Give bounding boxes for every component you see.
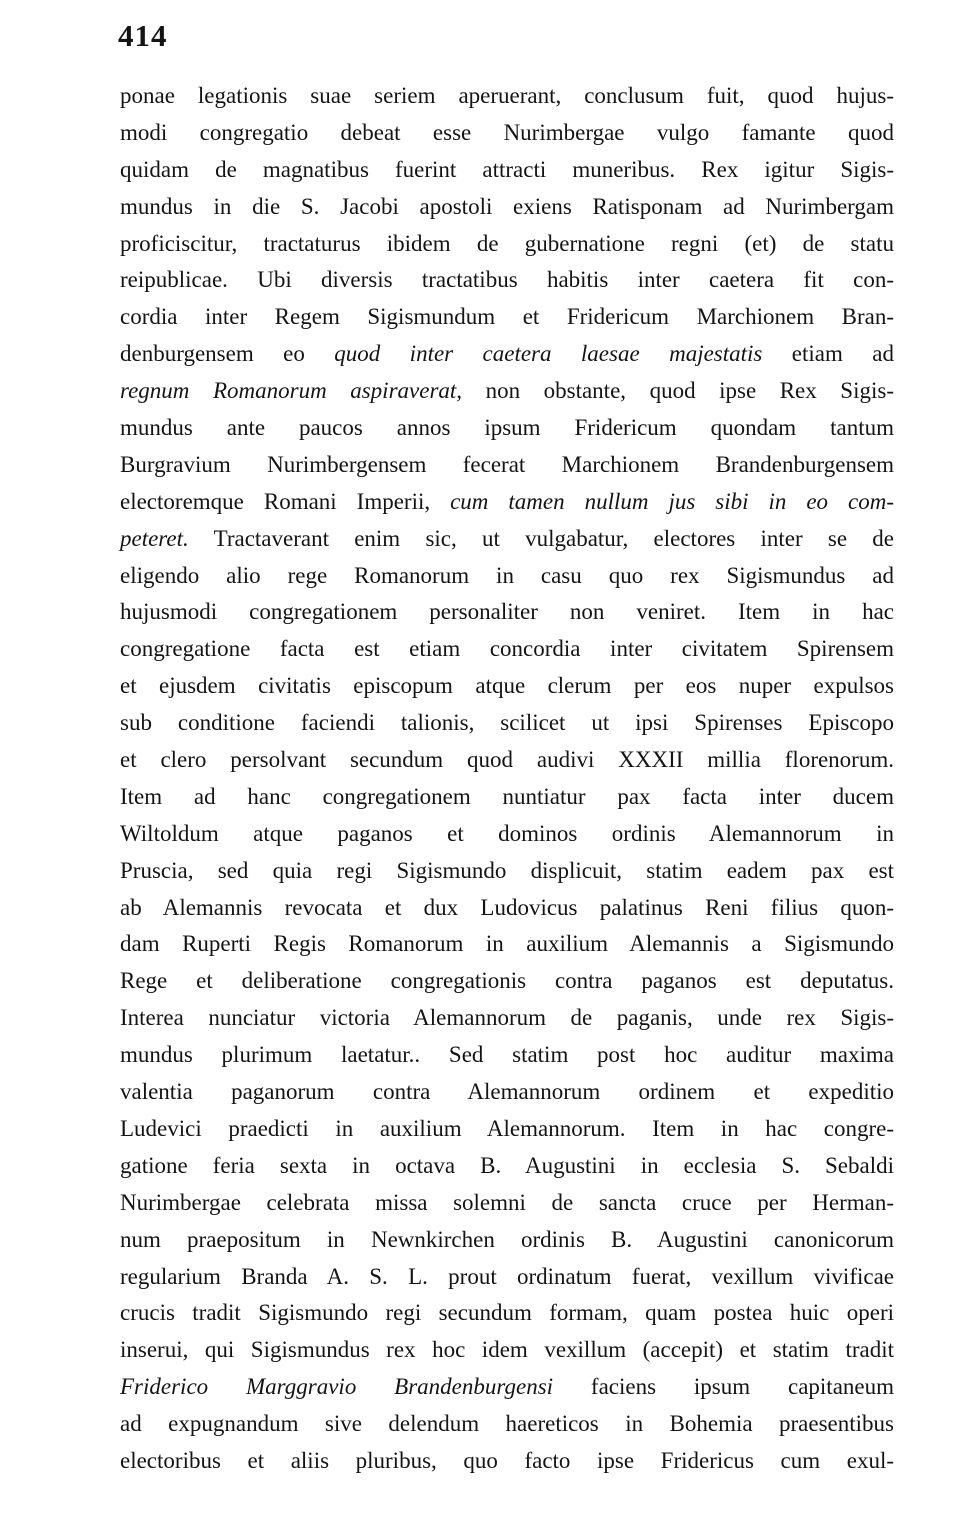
- italic-segment: regnum Romanorum aspiraverat,: [120, 378, 463, 404]
- text-segment: dam Ruperti Regis Romanorum in auxilium Alemannis a Sigismundo: [120, 931, 894, 957]
- text-segment: sub conditione faciendi talionis, scilicet ut ipsi Spirenses Episcopo: [120, 710, 894, 736]
- text-segment: electoremque Romani Imperii,: [120, 488, 451, 514]
- text-segment: Wiltoldum atque paganos et dominos ordinis Alemannorum in: [120, 820, 894, 846]
- text-segment: Rege et deliberatione congregationis contra paganos est deputatus.: [120, 968, 894, 994]
- text-segment: Pruscia, sed quia regi Sigismundo displicuit, statim eadem pax est: [120, 857, 894, 883]
- text-segment: ad expugnandum sive delendum haereticos in Bohemia praesentibus: [120, 1411, 894, 1437]
- text-line: [120, 1074, 894, 1111]
- text-line: [120, 373, 894, 410]
- text-line: [120, 631, 894, 668]
- text-line: [120, 152, 894, 189]
- text-line: [120, 1369, 894, 1406]
- text-segment: Nurimbergae celebrata missa solemni de sancta cruce per Herman-: [120, 1189, 894, 1215]
- text-line: [120, 1443, 894, 1480]
- text-line: [120, 262, 894, 299]
- text-line: [120, 1406, 894, 1443]
- text-segment: cordia inter Regem Sigismundum et Fridericum Marchionem Bran-: [120, 304, 894, 330]
- text-line: [120, 1037, 894, 1074]
- text-segment: etiam ad: [762, 341, 895, 367]
- text-segment: electoribus et aliis pluribus, quo facto ipse Fridericus cum exul-: [120, 1447, 894, 1473]
- text-segment: Interea nunciatur victoria Alemannorum de paganis, unde rex Sigis-: [120, 1005, 894, 1031]
- text-line: [120, 189, 894, 226]
- text-segment: denburgensem eo: [120, 341, 335, 367]
- text-line: [120, 963, 894, 1000]
- text-segment: proficiscitur, tractaturus ibidem de gubernatione regni (et) de statu: [120, 230, 894, 256]
- text-segment: faciens ipsum capitaneum: [553, 1374, 894, 1400]
- text-line: [120, 447, 894, 484]
- text-line: [120, 853, 894, 890]
- text-line: [120, 115, 894, 152]
- text-segment: eligendo alio rege Romanorum in casu quo rex Sigismundus ad: [120, 562, 894, 588]
- italic-segment: quod inter caetera laesae majestatis: [334, 341, 763, 367]
- text-segment: modi congregatio debeat esse Nurimbergae vulgo famante quod: [120, 119, 894, 145]
- text-line: [120, 594, 894, 631]
- text-line: [120, 1185, 894, 1222]
- italic-segment: peteret.: [120, 525, 189, 551]
- text-line: [120, 558, 894, 595]
- text-segment: Tractaverant enim sic, ut vulgabatur, electores inter se de: [188, 525, 894, 551]
- text-segment: valentia paganorum contra Alemannorum ordinem et expeditio: [120, 1079, 894, 1105]
- text-line: [120, 1148, 894, 1185]
- text-segment: mundus plurimum laetatur.. Sed statim post hoc auditur maxima: [120, 1042, 894, 1068]
- text-segment: quidam de magnatibus fuerint attracti muneribus. Rex igitur Sigis-: [120, 156, 894, 182]
- text-segment: mundus in die S. Jacobi apostoli exiens Ratisponam ad Nurimbergam: [120, 193, 894, 219]
- text-line: [120, 779, 894, 816]
- text-line: [120, 78, 894, 115]
- text-line: [120, 742, 894, 779]
- text-segment: et ejusdem civitatis episcopum atque clerum per eos nuper expulsos: [120, 673, 894, 699]
- text-segment: num praepositum in Newnkirchen ordinis B. Augustini canonicorum: [120, 1226, 894, 1252]
- text-segment: Item ad hanc congregationem nuntiatur pax facta inter ducem: [120, 783, 894, 809]
- text-line: [120, 1295, 894, 1332]
- text-line: [120, 410, 894, 447]
- text-segment: Ludevici praedicti in auxilium Alemannorum. Item in hac congre-: [120, 1115, 894, 1141]
- italic-segment: Friderico Marggravio Brandenburgensi: [120, 1374, 554, 1400]
- text-line: [120, 1222, 894, 1259]
- italic-segment: cum tamen nullum jus sibi in eo com-: [450, 488, 894, 514]
- text-line: [120, 336, 894, 373]
- text-line: [120, 1000, 894, 1037]
- text-segment: reipublicae. Ubi diversis tractatibus habitis inter caetera fit con-: [120, 267, 894, 293]
- text-line: [120, 1332, 894, 1369]
- text-segment: hujusmodi congregationem personaliter non veniret. Item in hac: [120, 599, 894, 625]
- text-segment: regularium Branda A. S. L. prout ordinatum fuerat, vexillum vivificae: [120, 1263, 894, 1289]
- text-segment: mundus ante paucos annos ipsum Fridericum quondam tantum: [120, 415, 894, 441]
- text-line: [120, 890, 894, 927]
- text-segment: crucis tradit Sigismundo regi secundum formam, quam postea huic operi: [120, 1300, 894, 1326]
- text-line: [120, 705, 894, 742]
- text-line: [120, 1111, 894, 1148]
- text-line: [120, 926, 894, 963]
- text-line: [120, 484, 894, 521]
- text-line: [120, 299, 894, 336]
- page-number: 414: [118, 18, 168, 53]
- text-line: [120, 816, 894, 853]
- text-segment: inserui, qui Sigismundus rex hoc idem vexillum (accepit) et statim tradit: [120, 1337, 894, 1363]
- text-line: [120, 668, 894, 705]
- text-segment: ponae legationis suae seriem aperuerant, conclusum fuit, quod hujus-: [120, 83, 894, 108]
- text-line: [120, 1259, 894, 1296]
- text-segment: Burgravium Nurimbergensem fecerat Marchionem Brandenburgensem: [120, 451, 894, 477]
- text-segment: congregatione facta est etiam concordia inter civitatem Spirensem: [120, 636, 894, 662]
- body-text: [120, 78, 894, 1480]
- text-line: [120, 521, 894, 558]
- text-segment: gatione feria sexta in octava B. Augustini in ecclesia S. Sebaldi: [120, 1152, 894, 1178]
- text-segment: non obstante, quod ipse Rex Sigis-: [462, 378, 894, 404]
- text-segment: et clero persolvant secundum quod audivi XXXII millia florenorum.: [120, 747, 894, 773]
- text-line: [120, 226, 894, 263]
- text-segment: ab Alemannis revocata et dux Ludovicus palatinus Reni filius quon-: [120, 894, 894, 920]
